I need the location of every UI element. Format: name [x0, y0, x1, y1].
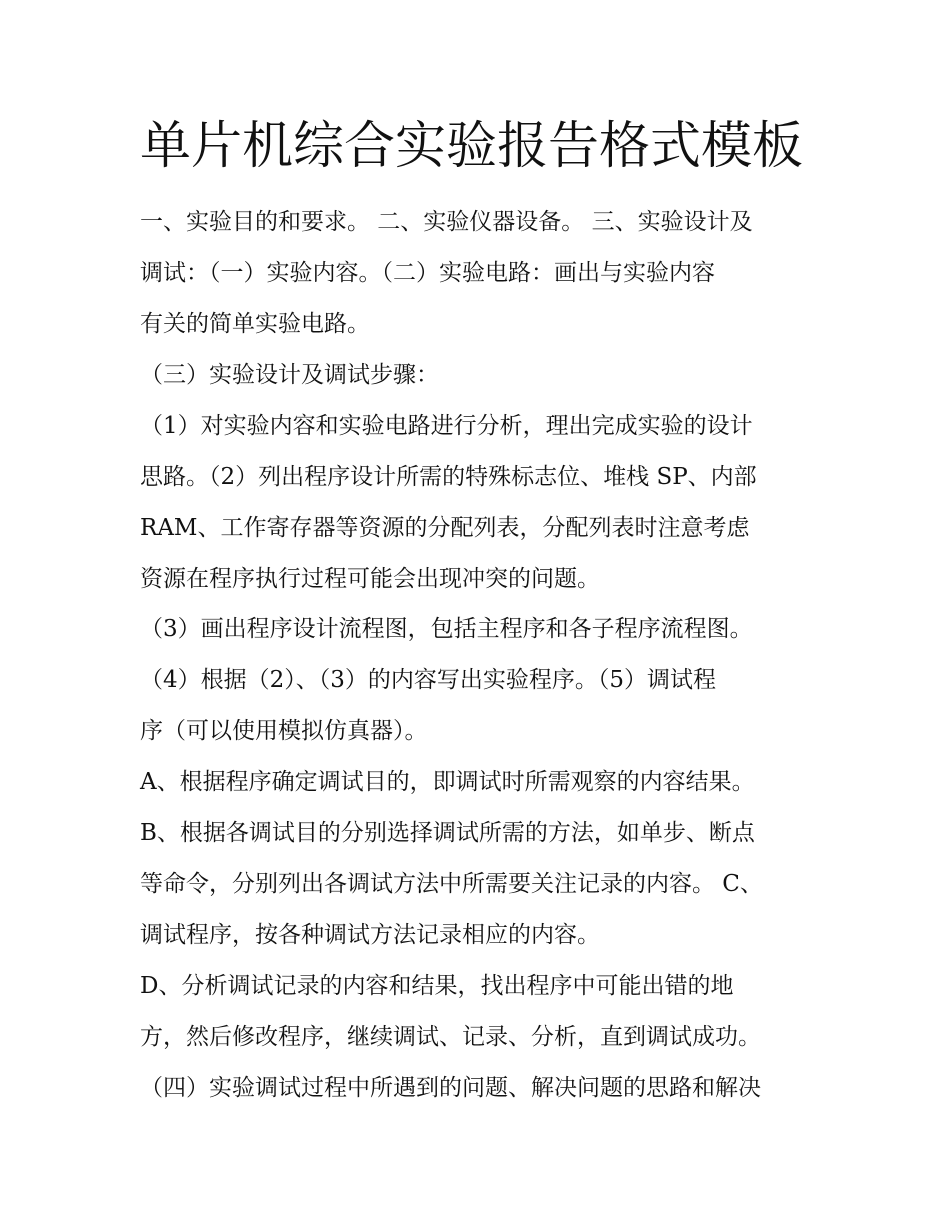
text-line: 方，然后修改程序，继续调试、记录、分析，直到调试成功。	[140, 1024, 761, 1050]
text-line: A、根据程序确定调试目的，即调试时所需观察的内容结果。	[140, 769, 755, 795]
text-line: 等命令，分别列出各调试方法中所需要关注记录的内容。 C、	[140, 871, 763, 897]
text-line: 调试：（一）实验内容。（二）实验电路：画出与实验内容	[140, 260, 715, 286]
text-line: （三）实验设计及调试步骤：	[140, 362, 439, 388]
text-line: 序（可以使用模拟仿真器）。	[140, 718, 428, 744]
text-line: B、根据各调试目的分别选择调试所需的方法，如单步、断点	[140, 820, 755, 846]
text-line: D、分析调试记录的内容和结果，找出程序中可能出错的地	[140, 973, 734, 999]
text-line: 调试程序，按各种调试方法记录相应的内容。	[140, 922, 600, 948]
text-line: （4）根据（2）、（3）的内容写出实验程序。（5）调试程	[140, 667, 717, 693]
text-line: 有关的简单实验电路。	[140, 311, 370, 337]
text-line: 思路。（2）列出程序设计所需的特殊标志位、堆栈 SP、内部	[140, 464, 757, 490]
text-line: 资源在程序执行过程可能会出现冲突的问题。	[140, 566, 600, 592]
text-line: RAM、工作寄存器等资源的分配列表，分配列表时注意考虑	[140, 515, 750, 541]
text-line: （1）对实验内容和实验电路进行分析，理出完成实验的设计	[140, 413, 753, 439]
text-line: （四）实验调试过程中所遇到的问题、解决问题的思路和解决	[140, 1075, 761, 1101]
document-title: 单片机综合实验报告格式模板	[140, 117, 804, 176]
text-line: 一、实验目的和要求。 二、实验仪器设备。 三、实验设计及	[140, 209, 753, 235]
text-line: （3）画出程序设计流程图，包括主程序和各子程序流程图。	[140, 616, 753, 642]
